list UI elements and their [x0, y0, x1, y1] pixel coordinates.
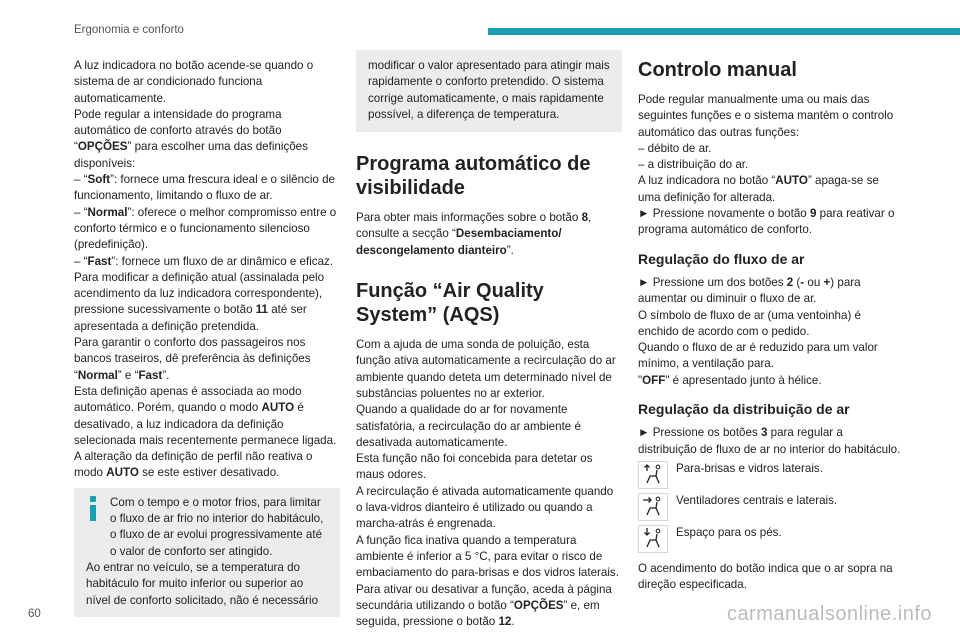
paragraph: O acendimento do botão indica que o ar sopra na direção especificada. [638, 561, 893, 592]
paragraph: Para obter mais informações sobre o botão 8, consulte a secção “Desembaciamento/ descongelamento dianteiro”. [356, 211, 592, 257]
paragraph: A alteração da definição de perfil não reativa o modo AUTO se este estiver desativado. [74, 450, 313, 480]
instruction: ► Pressione os botões 3 para regular a distribuição de fluxo de ar no interior do habitáculo. [638, 426, 901, 456]
distribution-option-vents [638, 493, 904, 521]
paragraph: Esta função não foi concebida para detetar os maus odores. [356, 452, 593, 482]
paragraph: Quando a qualidade do ar for novamente satisfatória, a recirculação do ar ambiente é desativada automaticamente. [356, 403, 581, 449]
paragraph: Para modificar a definição atual (assinalada pelo acendimento da luz indicadora correspondente), pressione sucessivamente o botão 11 até ser apresentada a definição pretendida. [74, 270, 325, 333]
paragraph: Para ativar ou desativar a função, aceda à página secundária utilizando o botão “OPÇÕES” e, em seguida, pressione o botão 12. [356, 582, 612, 629]
heading-manual-control: Controlo manual [638, 59, 797, 81]
info-icon [86, 496, 100, 522]
header-accent-bar [488, 28, 960, 35]
face-vents-airflow-icon [638, 493, 668, 521]
list-item: – “Fast”: fornece um fluxo de ar dinâmico e eficaz. [74, 254, 334, 268]
paragraph: Pode regular a intensidade do programa automático de conforto através do botão “OPÇÕES” para escolher uma das definições disponíveis: [74, 107, 308, 170]
list-item: – “Soft”: fornece uma frescura ideal e o silêncio de funcionamento, limitando o fluxo de ar. [74, 173, 335, 203]
paragraph: Para garantir o conforto dos passageiros nos bancos traseiros, dê preferência às definições “Normal” e “Fast”. [74, 336, 311, 382]
paragraph: O símbolo de fluxo de ar (uma ventoinha) é enchido de acordo com o pedido. [638, 308, 861, 338]
section-title: Ergonomia e conforto [74, 24, 184, 36]
column-2 [356, 50, 622, 630]
list-item: – “Normal”: oferece o melhor compromisso entre o conforto térmico e o funcionamento silencioso (predefinição). [74, 205, 337, 252]
option-label: Espaço para os pés. [676, 525, 782, 539]
paragraph: A luz indicadora no botão acende-se quando o sistema de ar condicionado funciona automaticamente. [74, 59, 314, 105]
column-3 [638, 58, 904, 594]
heading-visibility-program: Programa automático de visibilidade [356, 153, 591, 200]
column-1 [74, 58, 340, 617]
paragraph: A função fica inativa quando a temperatura ambiente é inferior a 5 °C, para evitar o risco de embaciamento do para-brisas e dos vidros laterais. [356, 533, 619, 580]
paragraph: Pode regular manualmente uma ou mais das seguintes funções e o sistema mantém o controlo automático das outras funções: [638, 93, 894, 139]
paragraph: "OFF" é apresentado junto à hélice. [638, 373, 822, 387]
info-text: Com o tempo e o motor frios, para limitar o fluxo de ar frio no interior do habitáculo, o fluxo de ar evolui progressivamente até o valor de conforto ser atingido. [110, 495, 324, 558]
info-box [74, 488, 340, 617]
page-number: 60 [28, 608, 41, 620]
instruction: ► Pressione novamente o botão 9 para reativar o programa automático de conforto. [638, 207, 895, 237]
info-text: modificar o valor apresentado para atingir mais rapidamente o conforto pretendido. O sistema corrige automaticamente, o mais rapidamente possível, a diferença de temperatura. [368, 59, 610, 121]
heading-airflow: Regulação do fluxo de ar [638, 250, 805, 267]
info-box-continued [356, 50, 622, 132]
heading-aqs: Função “Air Quality System” (AQS) [356, 280, 544, 327]
watermark: carmanualsonline.info [726, 603, 932, 625]
heading-air-distribution: Regulação da distribuição de ar [638, 401, 850, 418]
list-item: – débito de ar. [638, 141, 712, 155]
option-label: Para-brisas e vidros laterais. [676, 461, 823, 475]
footwell-airflow-icon [638, 525, 668, 553]
info-text: Ao entrar no veículo, se a temperatura do habitáculo for muito inferior ou superior ao nível de conforto solicitado, não é necessário [86, 560, 319, 607]
paragraph: Com a ajuda de uma sonda de poluição, esta função ativa automaticamente a recirculação do ar ambiente quando deteta um determinado nível de substâncias poluentes no ar exterior. [356, 338, 616, 400]
paragraph: A recirculação é ativada automaticamente quando o lava-vidros dianteiro é utilizado ou quando a marcha-atrás é engrenada. [356, 484, 614, 531]
windscreen-airflow-icon [638, 461, 668, 489]
option-label: Ventiladores centrais e laterais. [676, 493, 838, 507]
list-item: – a distribuição do ar. [638, 158, 749, 172]
distribution-option-windscreen [638, 461, 904, 489]
paragraph: A luz indicadora no botão “AUTO” apaga-se se uma definição for alterada. [638, 174, 879, 204]
paragraph: Quando o fluxo de ar é reduzido para um valor mínimo, a ventilação para. [638, 341, 878, 371]
paragraph: Esta definição apenas é associada ao modo automático. Porém, quando o modo AUTO é desativado, a luz indicadora da definição selecionada mais recentemente permanece ligada. [74, 384, 337, 447]
distribution-option-footwell [638, 525, 904, 553]
instruction: ► Pressione um dos botões 2 (- ou +) para aumentar ou diminuir o fluxo de ar. [638, 275, 861, 306]
